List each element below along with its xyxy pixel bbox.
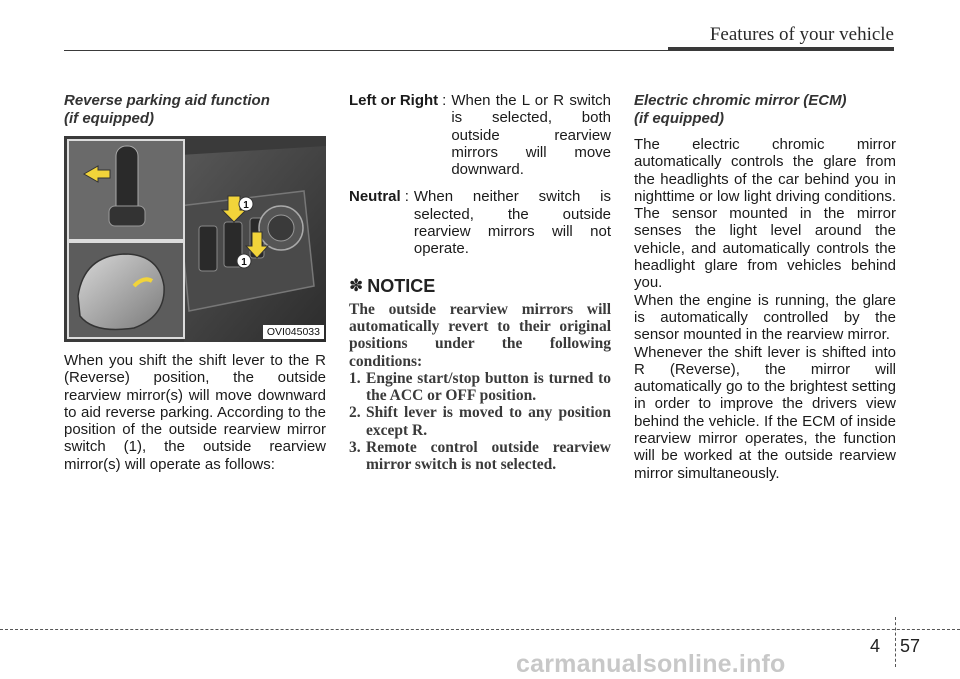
chapter-number: 4 (870, 636, 881, 656)
definition-separator: : (404, 188, 409, 206)
list-item (349, 439, 611, 474)
section-heading-ecm (634, 92, 896, 128)
notice-star-icon: ✽ (349, 276, 364, 296)
figure-illustration (64, 136, 326, 342)
notice-list (349, 370, 611, 474)
ecm-paragraph: When the engine is running, the glare is automatically controlled by the sensor mounted in the rearview mirror. (634, 291, 896, 344)
heading-line: (if equipped) (634, 110, 724, 127)
definition-description: When the L or R switch is selected, both outside rearview mirrors will move downward. (451, 92, 611, 179)
notice-title: NOTICE (367, 275, 436, 296)
list-item-number: 2. (349, 404, 361, 422)
heading-line: Electric chromic mirror (ECM) (634, 92, 847, 109)
list-item (349, 370, 611, 405)
page-number: 57 (900, 636, 921, 656)
definition-row (349, 92, 611, 178)
list-item-number: 3. (349, 439, 361, 457)
list-item-text: Engine start/stop button is turned to the ACC or OFF position. (366, 369, 611, 405)
middle-column (349, 92, 611, 474)
definition-separator: : (442, 92, 447, 109)
figure-mirror-switch (64, 136, 326, 342)
definition-row (349, 188, 611, 257)
definition-description: When neither switch is selected, the outside rearview mirrors will not operate. (413, 188, 611, 258)
watermark-text: carmanualsonline.info (516, 650, 786, 678)
ecm-paragraph: The electric chromic mirror automatically controls the glare from the headlights of the car behind you in nighttime or low light driving conditions. The sensor mounted in the mirror senses the light level around the vehicle, and automatically controls the headlight glare from vehicles behind you. (634, 136, 896, 292)
page-header-title: Features of your vehicle (709, 24, 894, 45)
footer-rule (0, 629, 960, 630)
list-item-number: 1. (349, 369, 361, 387)
heading-line: Reverse parking aid function (64, 92, 270, 109)
list-item (349, 404, 611, 439)
callout-number: 1 (243, 200, 249, 211)
list-item-text: Remote control outside rearview mirror switch is not selected. (366, 439, 611, 474)
definition-term: Left or Right (349, 92, 439, 109)
footer-divider (895, 617, 896, 667)
reverse-parking-paragraph: When you shift the shift lever to the R (Reverse) position, the outside rearview mirror(s) will move downward to aid reverse parking. According to the position of the outside rearview mirror switch (1), the outside rearview mirror(s) will operate as follows: (64, 352, 326, 473)
ecm-paragraph: Whenever the shift lever is shifted into R (Reverse), the mirror will automatically go to the brightest setting in order to improve the drivers view behind the vehicle. If the ECM of inside rearview mirror operates, the function will be worked at the outside rearview mirror simultaneously. (634, 343, 896, 482)
left-column (64, 92, 326, 473)
callout-number: 1 (241, 257, 247, 268)
header-rule-accent (668, 47, 894, 51)
section-heading-reverse-parking (64, 92, 326, 128)
notice-intro: The outside rearview mirrors will automatically revert to their original positions under the following conditions: (349, 300, 611, 370)
figure-code-label: OVI045033 (263, 325, 324, 339)
right-column (634, 92, 896, 482)
definition-term: Neutral (349, 188, 401, 206)
notice-heading (349, 276, 611, 297)
heading-line: (if equipped) (64, 110, 154, 127)
list-item-text: Shift lever is moved to any position except R. (366, 404, 611, 439)
